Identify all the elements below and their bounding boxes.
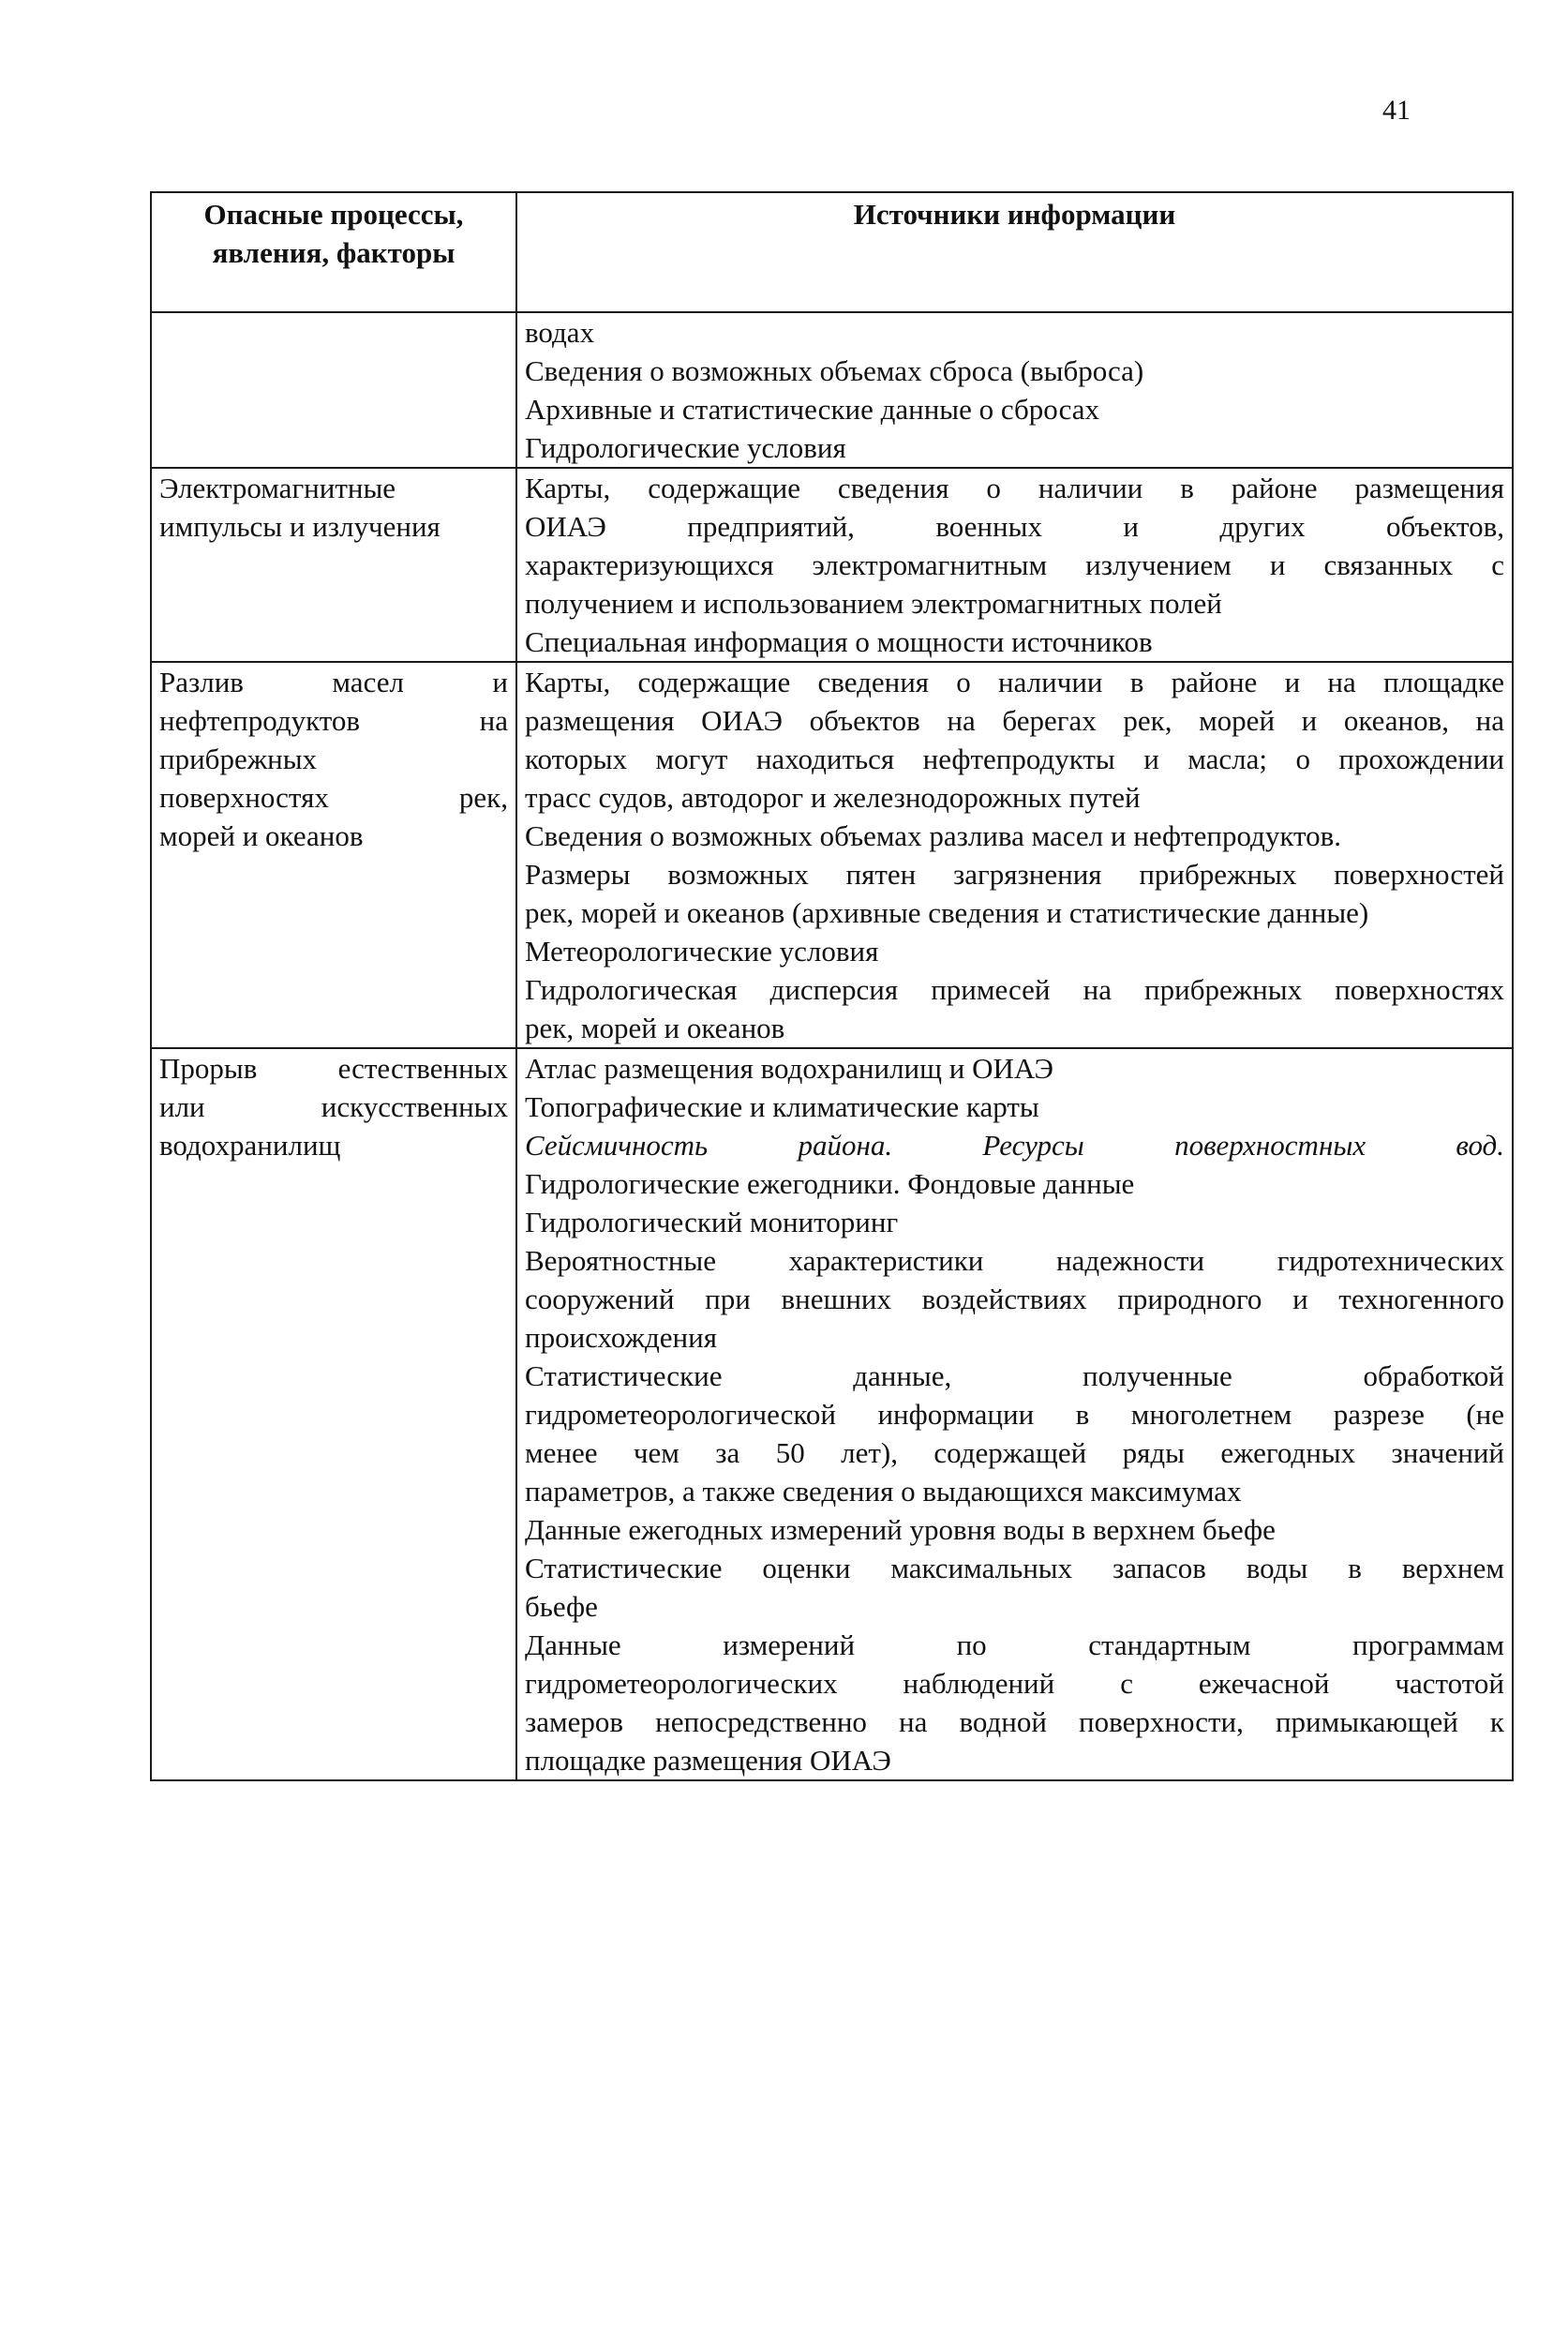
source-line: Метеорологические условия xyxy=(525,935,879,968)
hazard-cell xyxy=(151,1048,516,1780)
source-line: рек, морей и океанов xyxy=(525,1012,785,1044)
hazard-cell xyxy=(151,312,516,468)
source-line: происхождения xyxy=(525,1321,717,1354)
hazard-sources-table xyxy=(150,191,1514,1781)
table-row xyxy=(151,312,1513,468)
header-hazards-line: Опасные процессы, xyxy=(203,198,464,231)
hazard-line: водохранилищ xyxy=(159,1129,341,1162)
header-sources xyxy=(516,192,1513,312)
source-line: менее чем за 50 лет), содержащей ряды ежегодных значений xyxy=(525,1436,1504,1469)
source-line: сооружений при внешних воздействиях природного и техногенного xyxy=(525,1283,1504,1315)
hazard-line: Электромагнитные xyxy=(159,472,396,504)
table-header-row xyxy=(151,192,1513,312)
table-row xyxy=(151,468,1513,662)
hazard-cell xyxy=(151,468,516,662)
source-line: трасс судов, автодорог и железнодорожных путей xyxy=(525,781,1141,814)
source-line: Гидрологические условия xyxy=(525,431,846,464)
source-line: которых могут находиться нефтепродукты и масла; о прохождении xyxy=(525,743,1504,775)
source-line: получением и использованием электромагнитных полей xyxy=(525,587,1222,620)
hazard-line: морей и океанов xyxy=(159,819,364,852)
hazard-line: или искусственных xyxy=(159,1090,508,1123)
source-line: Топографические и климатические карты xyxy=(525,1090,1039,1123)
source-line: площадке размещения ОИАЭ xyxy=(525,1744,891,1777)
source-line: Данные ежегодных измерений уровня воды в верхнем бьефе xyxy=(525,1513,1276,1546)
header-hazards xyxy=(151,192,516,312)
source-line: параметров, а также сведения о выдающихся максимумах xyxy=(525,1475,1242,1508)
source-line: рек, морей и океанов (архивные сведения и статистические данные) xyxy=(525,896,1369,929)
table-row xyxy=(151,1048,1513,1780)
table-row xyxy=(151,662,1513,1048)
hazard-line: поверхностях рек, xyxy=(159,781,508,814)
hazard-line: Прорыв естественных xyxy=(159,1052,508,1085)
source-line: Статистические оценки максимальных запасов воды в верхнем xyxy=(525,1552,1504,1584)
sources-cell xyxy=(516,1048,1513,1780)
page-number: 41 xyxy=(1382,95,1411,126)
source-line: Сведения о возможных объемах сброса (выброса) xyxy=(525,354,1144,387)
source-line: ОИАЭ предприятий, военных и других объектов, xyxy=(525,510,1504,543)
source-line: водах xyxy=(525,316,595,349)
source-line: характеризующихся электромагнитным излучением и связанных с xyxy=(525,548,1504,581)
source-line: Архивные и статистические данные о сбросах xyxy=(525,393,1099,426)
source-line: Сведения о возможных объемах разлива масел и нефтепродуктов. xyxy=(525,819,1342,852)
hazard-line: импульсы и излучения xyxy=(159,510,441,543)
header-sources-line: Источники информации xyxy=(853,198,1176,231)
source-line: Размеры возможных пятен загрязнения прибрежных поверхностей xyxy=(525,858,1504,891)
source-line: Карты, содержащие сведения о наличии в районе размещения xyxy=(525,472,1504,504)
source-line: гидрометеорологических наблюдений с ежечасной частотой xyxy=(525,1667,1504,1700)
sources-cell xyxy=(516,662,1513,1048)
source-line: бьефе xyxy=(525,1590,598,1623)
source-line: Сейсмичность района. Ресурсы поверхностных вод. xyxy=(525,1129,1504,1162)
hazard-line: Разлив масел и xyxy=(159,666,508,698)
source-line: размещения ОИАЭ объектов на берегах рек, морей и океанов, на xyxy=(525,704,1504,737)
sources-cell xyxy=(516,312,1513,468)
source-line: Карты, содержащие сведения о наличии в районе и на площадке xyxy=(525,666,1504,698)
hazard-line: прибрежных xyxy=(159,743,318,775)
source-line: Данные измерений по стандартным программам xyxy=(525,1628,1504,1661)
source-line: Гидрологическая дисперсия примесей на прибрежных поверхностях xyxy=(525,973,1504,1006)
source-line: замеров непосредственно на водной поверхности, примыкающей к xyxy=(525,1705,1504,1738)
sources-cell xyxy=(516,468,1513,662)
header-hazards-line: явления, факторы xyxy=(212,236,455,269)
hazard-cell xyxy=(151,662,516,1048)
hazard-line: нефтепродуктов на xyxy=(159,704,508,737)
source-line: гидрометеорологической информации в многолетнем разрезе (не xyxy=(525,1398,1504,1431)
source-line: Специальная информация о мощности источников xyxy=(525,625,1153,658)
source-line: Вероятностные характеристики надежности гидротехнических xyxy=(525,1244,1504,1277)
source-line: Атлас размещения водохранилищ и ОИАЭ xyxy=(525,1052,1053,1085)
source-line: Гидрологические ежегодники. Фондовые данные xyxy=(525,1167,1135,1200)
source-line: Гидрологический мониторинг xyxy=(525,1206,899,1238)
source-line: Статистические данные, полученные обработкой xyxy=(525,1359,1504,1392)
